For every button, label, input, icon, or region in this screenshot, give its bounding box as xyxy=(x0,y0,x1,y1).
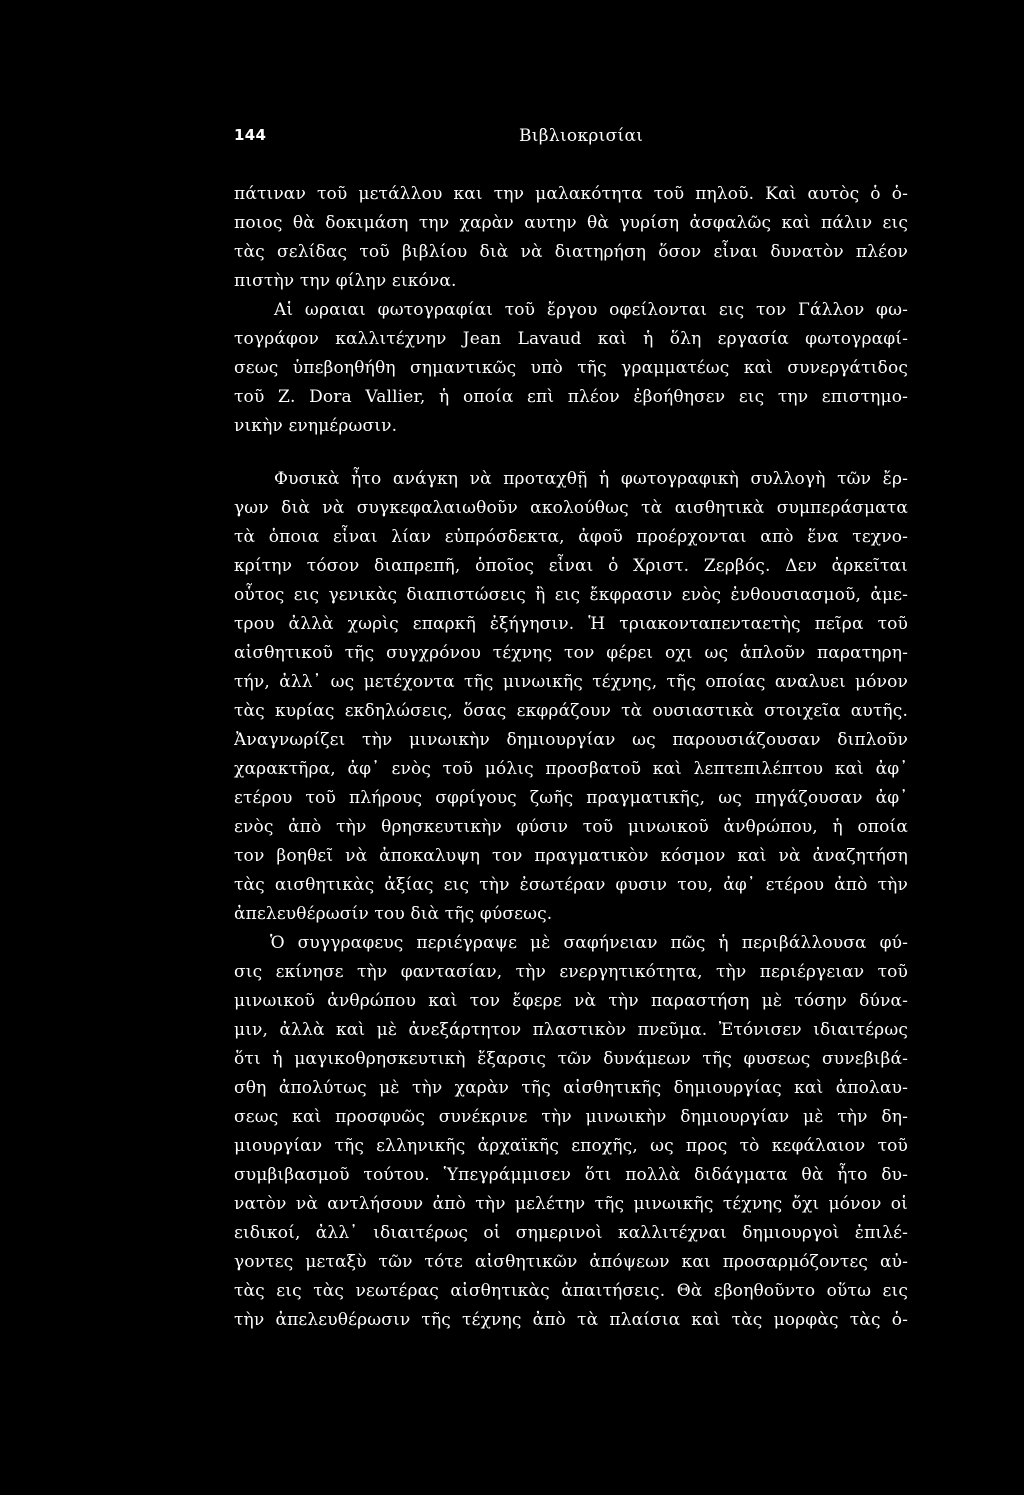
text-line: ἀπελευθέρωσίν του διὰ τῆς φύσεως. xyxy=(234,904,553,924)
text-line: Φυσικὰ ἦτο ανάγκη νὰ προταχθῇ ἡ φωτογραφικὴ συλλογὴ τῶν ἔρ- xyxy=(274,469,908,489)
text-line: τὰς εις τὰς νεωτέρας αἰσθητικὰς ἀπαιτήσεις. Θὰ εβοηθοῦντο οὕτω εις xyxy=(234,1281,908,1301)
text-line: πιστὴν την φίλην εικόνα. xyxy=(234,271,457,291)
text-line: σεως καὶ προσφυῶς συνέκρινε τὴν μινωικὴν δημιουργίαν μὲ τὴν δη- xyxy=(234,1107,908,1127)
text-line: τὴν ἀπελευθέρωσιν τῆς τέχνης ἀπὸ τὰ πλαίσια καὶ τὰς μορφὰς τὰς ὁ- xyxy=(234,1310,908,1330)
section-title: Βιβλιοκρισίαι xyxy=(519,126,644,146)
text-line: γων διὰ νὰ συγκεφαλαιωθοῦν ακολούθως τὰ αισθητικὰ συμπεράσματα xyxy=(234,498,908,518)
text-line: μιουργίαν τῆς ελληνικῆς ἀρχαϊκῆς εποχῆς, ως προς τὸ κεφάλαιον τοῦ xyxy=(234,1136,908,1156)
text-line: νατὸν νὰ αντλήσουν ἀπὸ τὴν μελέτην τῆς μινωικῆς τέχνης ὄχι μόνον οἱ xyxy=(234,1194,908,1214)
text-line: γοντες μεταξὺ τῶν τότε αἰσθητικῶν ἀπόψεων και προσαρμόζοντες αὐ- xyxy=(234,1252,908,1272)
text-line: χαρακτῆρα, ἀφ᾽ ενὸς τοῦ μόλις προσβατοῦ καὶ λεπτεπιλέπτου καὶ ἀφ᾽ xyxy=(234,759,908,779)
text-line: ειδικοί, ἀλλ᾽ ιδιαιτέρως οἱ σημερινοὶ καλλιτέχναι δημιουργοὶ ἐπιλέ- xyxy=(234,1223,908,1243)
text-line: σις εκίνησε τὴν φαντασίαν, τὴν ενεργητικότητα, τὴν περιέργειαν τοῦ xyxy=(234,962,908,982)
text-line: μινωικοῦ ἀνθρώπου καὶ τον ἔφερε νὰ τὴν παραστήση μὲ τόσην δύνα- xyxy=(234,991,908,1011)
text-line: τοῦ Ζ. Dora Vallier, ἡ οποία επὶ πλέον ἐβοήθησεν εις την επιστημο- xyxy=(234,387,908,407)
text-line: τὰ ὁποια εἶναι λίαν εὐπρόσδεκτα, ἀφοῦ προέρχονται απὸ ἕνα τεχνο- xyxy=(234,527,908,547)
running-head xyxy=(234,126,908,162)
text-line: Ἀναγνωρίζει τὴν μινωικὴν δημιουργίαν ως παρουσιάζουσαν διπλοῦν xyxy=(234,730,908,750)
text-line: ενὸς ἀπὸ τὴν θρησκευτικὴν φύσιν τοῦ μινωικοῦ ἀνθρώπου, ἡ οποία xyxy=(234,817,908,837)
spacer xyxy=(234,441,908,465)
text-line: τρου ἀλλὰ χωρὶς επαρκῆ ἐξήγησιν. Ἡ τριακονταπενταετὴς πεῖρα τοῦ xyxy=(234,614,908,634)
paragraph-2 xyxy=(234,296,908,441)
text-line: τὰς κυρίας εκδηλώσεις, ὅσας εκφράζουν τὰ ουσιαστικὰ στοιχεῖα αυτῆς. xyxy=(234,701,908,721)
text-line: ὅτι ἡ μαγικοθρησκευτικὴ ἔξαρσις τῶν δυνάμεων τῆς φυσεως συνεβιβά- xyxy=(234,1049,908,1069)
text-line: τον βοηθεῖ νὰ ἀποκαλυψη τον πραγματικὸν κόσμον καὶ νὰ ἀναζητήση xyxy=(234,846,908,866)
text-line: ποιος θὰ δοκιμάση την χαρὰν αυτην θὰ γυρίση ἀσφαλῶς καὶ πάλιν εις xyxy=(234,213,908,233)
page-number: 144 xyxy=(234,126,267,144)
text-line: Αἱ ωραιαι φωτογραφίαι τοῦ ἔργου οφείλονται εις τον Γάλλον φω- xyxy=(274,300,908,320)
spacer xyxy=(234,162,908,180)
text-line: σεως ὑπεβοηθήθη σημαντικῶς υπὸ τῆς γραμματέως καὶ συνεργάτιδος xyxy=(234,358,908,378)
text-line: οὗτος εις γενικὰς διαπιστώσεις ἢ εις ἔκφρασιν ενὸς ἐνθουσιασμοῦ, ἀμε- xyxy=(234,585,908,605)
text-line: τὰς αισθητικὰς ἀξίας εις τὴν ἐσωτέραν φυσιν του, ἀφ᾽ ετέρου ἀπὸ τὴν xyxy=(234,875,908,895)
text-line: αἰσθητικοῦ τῆς συγχρόνου τέχνης τον φέρει οχι ως ἁπλοῦν παρατηρη- xyxy=(234,643,908,663)
text-line: ετέρου τοῦ πλήρους σφρίγους ζωῆς πραγματικῆς, ως πηγάζουσαν ἀφ᾽ xyxy=(234,788,908,808)
paragraph-4 xyxy=(234,929,908,1335)
text-line: πάτιναν τοῦ μετάλλου και την μαλακότητα τοῦ πηλοῦ. Καὶ αυτὸς ὁ ὁ- xyxy=(234,184,908,204)
text-line: τὰς σελίδας τοῦ βιβλίου διὰ νὰ διατηρήση ὅσον εἶναι δυνατὸν πλέον xyxy=(234,242,908,262)
text-line: σθη ἀπολύτως μὲ τὴν χαρὰν τῆς αἰσθητικῆς δημιουργίας καὶ ἀπολαυ- xyxy=(234,1078,908,1098)
text-line: τογράφον καλλιτέχνην Jean Lavaud καὶ ἡ ὅλη εργασία φωτογραφί- xyxy=(234,329,908,349)
text-line: τήν, ἀλλ᾽ ως μετέχοντα τῆς μινωικῆς τέχνης, τῆς οποίας αναλυει μόνον xyxy=(234,672,908,692)
paragraph-3 xyxy=(234,465,908,929)
text-line: κρίτην τόσον διαπρεπῆ, ὁποῖος εἶναι ὁ Χριστ. Ζερβός. Δεν ἀρκεῖται xyxy=(234,556,908,576)
document-page xyxy=(234,126,908,1335)
text-line: Ὁ συγγραφευς περιέγραψε μὲ σαφήνειαν πῶς ἡ περιβάλλουσα φύ- xyxy=(270,933,908,953)
text-line: μιν, ἀλλὰ καὶ μὲ ἀνεξάρτητον πλαστικὸν πνεῦμα. Ἐτόνισεν ιδιαιτέρως xyxy=(234,1020,908,1040)
text-line: συμβιβασμοῦ τούτου. Ὑπεγράμμισεν ὅτι πολλὰ διδάγματα θὰ ἦτο δυ- xyxy=(234,1165,908,1185)
paragraph-1 xyxy=(234,180,908,296)
text-line: νικὴν ενημέρωσιν. xyxy=(234,416,398,436)
